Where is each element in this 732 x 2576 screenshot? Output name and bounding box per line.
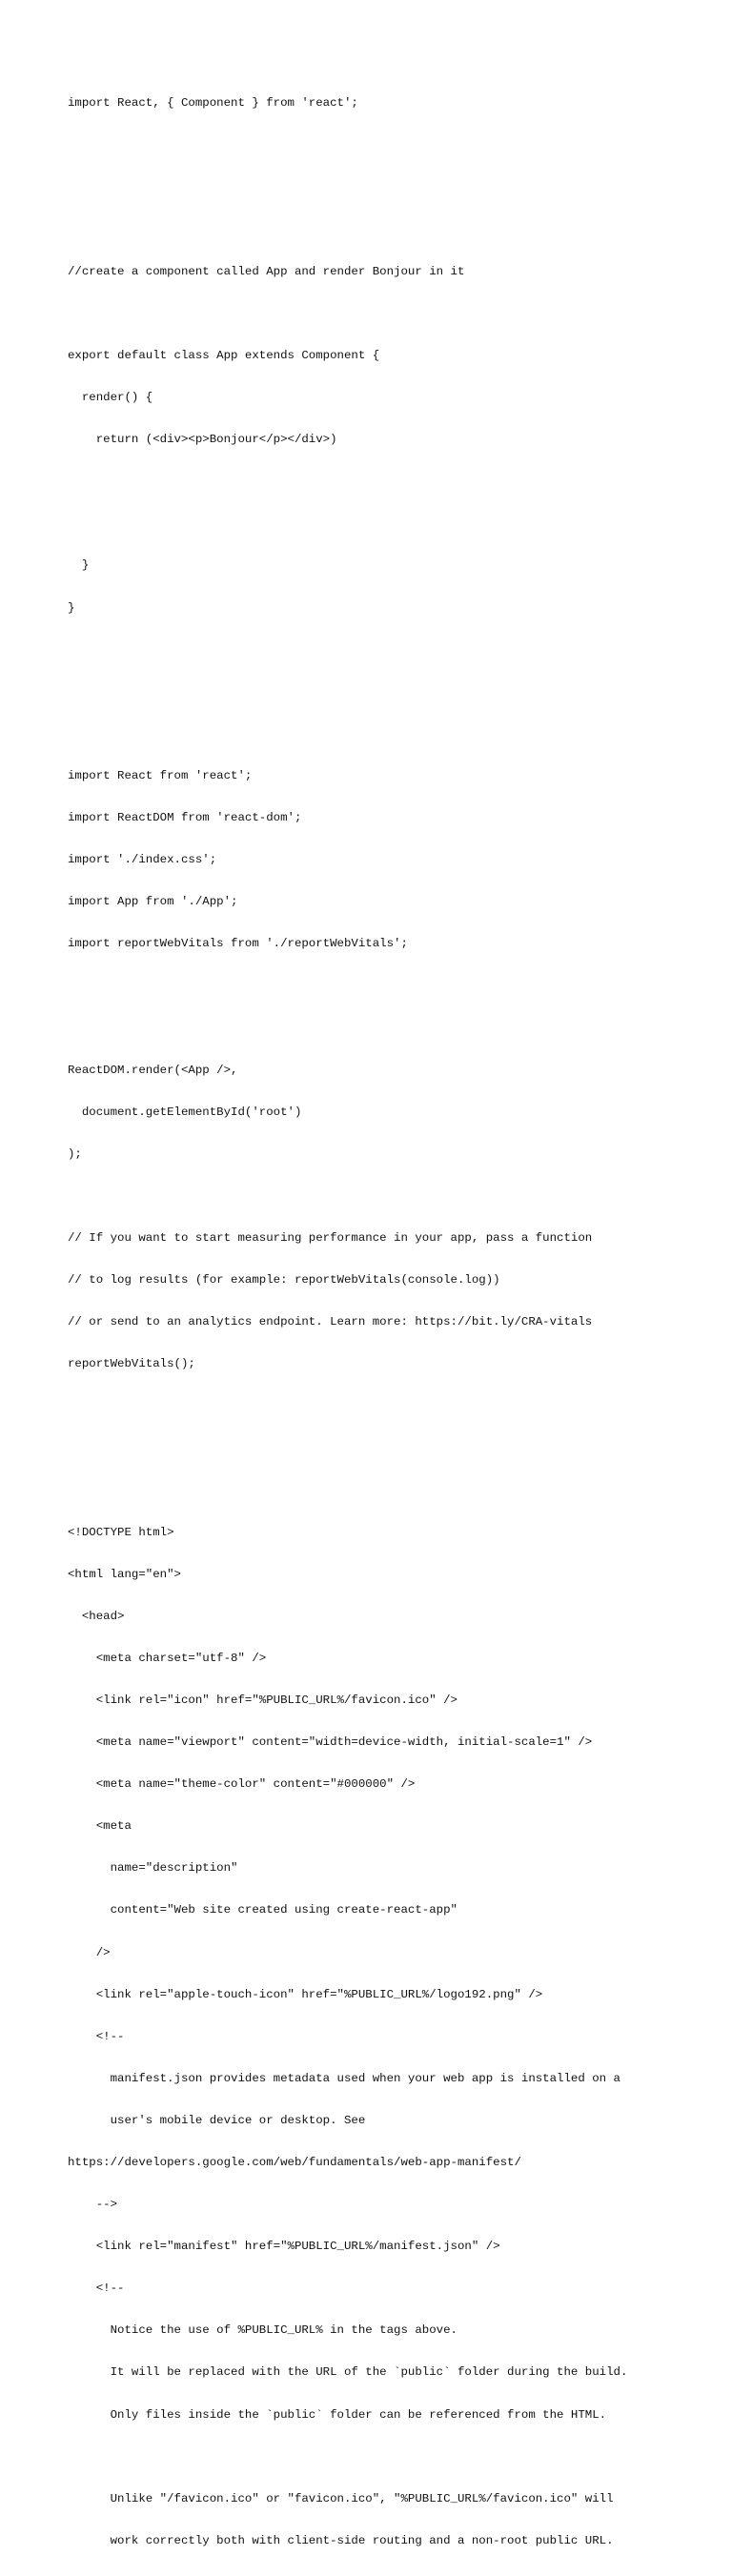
code-line: import reportWebVitals from './reportWebVitals'; [68,937,408,951]
code-line [68,307,725,321]
code-line: <!-- [68,2282,125,2296]
code-line: Unlike "/favicon.ico" or "favicon.ico", "%PUBLIC_URL%/favicon.ico" will [68,2491,614,2505]
code-line [68,727,725,741]
code-line: <meta [68,1819,132,1834]
code-line: Only files inside the `public` folder can be referenced from the HTML. [68,2407,607,2422]
code-line: import React, { Component } from 'react'; [68,96,358,111]
code-line [68,685,725,700]
code-line: name="description" [68,1861,238,1876]
code-line: content="Web site created using create-react-app" [68,1903,458,1917]
code-line: <meta charset="utf-8" /> [68,1651,267,1665]
code-line: <link rel="apple-touch-icon" href="%PUBLIC_URL%/logo192.png" /> [68,1987,543,2001]
code-line: --> [68,2198,118,2212]
code-line: // to log results (for example: reportWebVitals(console.log)) [68,1273,500,1288]
code-line: It will be replaced with the URL of the `public` folder during the build. [68,2365,628,2380]
code-line: import App from './App'; [68,895,238,909]
code-line: user's mobile device or desktop. See [68,2113,366,2127]
code-line [68,223,725,237]
code-line: import React from 'react'; [68,768,253,782]
code-line [68,517,725,531]
code-line [68,2450,725,2464]
code-line [68,1189,725,1204]
code-line: // If you want to start measuring performance in your app, pass a function [68,1230,593,1245]
code-line: render() { [68,391,153,405]
code-line: work correctly both with client-side routing and a non-root public URL. [68,2533,614,2547]
code-line: reportWebVitals(); [68,1357,195,1371]
code-line: <!DOCTYPE html> [68,1525,174,1539]
code-line: export default class App extends Component { [68,348,380,362]
code-line: import './index.css'; [68,853,217,867]
code-line [68,1484,725,1498]
code-line: return (<div><p>Bonjour</p></div>) [68,433,337,447]
code-line: <!-- [68,2029,125,2043]
code-line: // or send to an analytics endpoint. Learn more: https://bit.ly/CRA-vitals [68,1315,593,1329]
code-line: <html lang="en"> [68,1567,181,1581]
code-line: } [68,600,75,615]
code-line: document.getElementById('root') [68,1105,302,1119]
code-line [68,643,725,658]
code-line: <meta name="theme-color" content="#000000" /> [68,1777,416,1792]
code-line [68,139,725,153]
code-line [68,1399,725,1413]
code-line: Notice the use of %PUBLIC_URL% in the tags above. [68,2323,458,2338]
code-line [68,1441,725,1455]
code-line: } [68,558,90,573]
code-line: <link rel="manifest" href="%PUBLIC_URL%/manifest.json" /> [68,2240,500,2254]
code-line: ); [68,1146,82,1161]
code-line [68,979,725,993]
code-line: ReactDOM.render(<App />, [68,1063,238,1077]
code-line: https://developers.google.com/web/fundamentals/web-app-manifest/ [68,2156,521,2169]
code-line: //create a component called App and render Bonjour in it [68,264,465,278]
code-line: manifest.json provides metadata used when your web app is installed on a [68,2071,620,2085]
code-line: /> [68,1945,111,1959]
code-line: <meta name="viewport" content="width=device-width, initial-scale=1" /> [68,1735,593,1750]
code-line: <link rel="icon" href="%PUBLIC_URL%/favicon.ico" /> [68,1693,458,1707]
code-line: <head> [68,1609,125,1623]
code-line: import ReactDOM from 'react-dom'; [68,811,302,824]
code-line [68,1021,725,1035]
code-line [68,475,725,489]
code-line [68,181,725,195]
code-block [68,69,725,2576]
